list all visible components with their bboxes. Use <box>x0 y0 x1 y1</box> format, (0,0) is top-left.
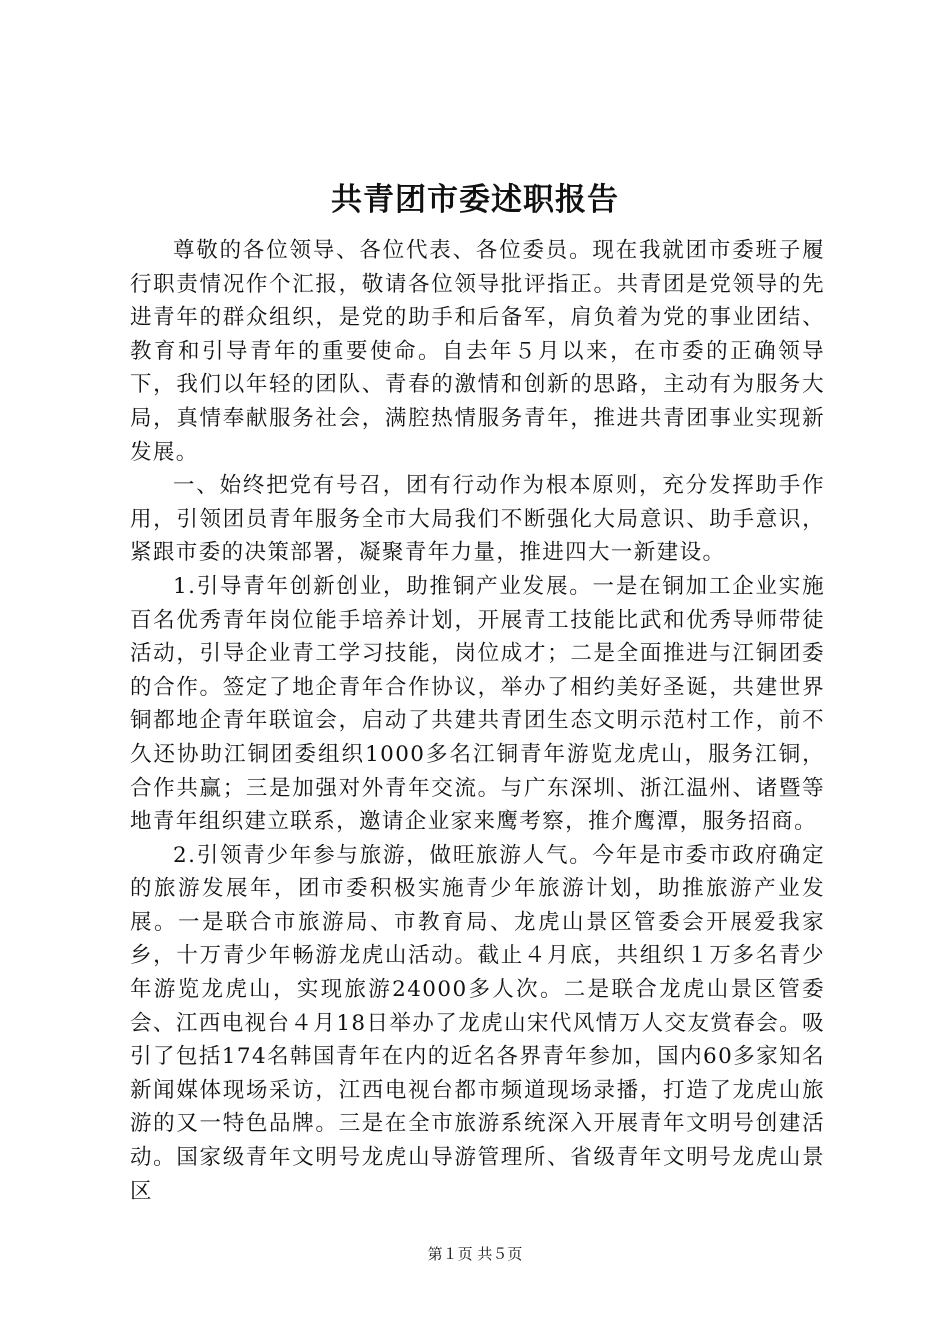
page-title: 共青团市委述职报告 <box>331 182 619 218</box>
document-body <box>130 234 825 1208</box>
page-footer <box>0 1244 950 1264</box>
paragraph-item-two: 2.引领青少年参与旅游，做旺旅游人气。今年是市委市政府确定的旅游发展年，团市委积极实施青少年旅游计划，助推旅游产业发展。一是联合市旅游局、市教育局、龙虎山景区管委会开展爱我家乡，十万青少年畅游龙虎山活动。截止４月底，共组织１万多名青少年游览龙虎山，实现旅游24000多人次。二是联合龙虎山景区管委会、江西电视台４月18日举办了龙虎山宋代风情万人交友赏春会。吸引了包括174名韩国青年在内的近名各界青年参加，国内60多家知名新闻媒体现场采访，江西电视台都市频道现场录播，打造了龙虎山旅游的又一特色品牌。三是在全市旅游系统深入开展青年文明号创建活动。国家级青年文明号龙虎山导游管理所、省级青年文明号龙虎山景区 <box>130 842 825 1204</box>
paragraph-intro: 尊敬的各位领导、各位代表、各位委员。现在我就团市委班子履行职责情况作个汇报，敬请各位领导批评指正。共青团是党领导的先进青年的群众组织，是党的助手和后备军，肩负着为党的事业团结、教育和引导青年的重要使命。自去年５月以来，在市委的正确领导下，我们以年轻的团队、青春的激情和创新的思路，主动有为服务大局，真情奉献服务社会，满腔热情服务青年，推进共青团事业实现新发展。 <box>130 238 825 465</box>
page-number: 第１页 <box>427 1245 473 1263</box>
page-total: 共５页 <box>477 1245 523 1263</box>
paragraph-item-one: 1.引导青年创新创业，助推铜产业发展。一是在铜加工企业实施百名优秀青年岗位能手培养计划，开展青工技能比武和优秀导师带徒活动，引导企业青工学习技能，岗位成才；二是全面推进与江铜团委的合作。签定了地企青年合作协议，举办了相约美好圣诞，共建世界铜都地企青年联谊会，启动了共建共青团生态文明示范村工作，前不久还协助江铜团委组织1000多名江铜青年游览龙虎山，服务江铜，合作共赢；三是加强对外青年交流。与广东深圳、浙江温州、诸暨等地青年组织建立联系，邀请企业家来鹰考察，推介鹰潭，服务招商。 <box>130 573 825 835</box>
paragraph-section-one: 一、始终把党有号召，团有行动作为根本原则，充分发挥助手作用，引领团员青年服务全市大局我们不断强化大局意识、助手意识，紧跟市委的决策部署，凝聚青年力量，推进四大一新建设。 <box>130 473 825 566</box>
